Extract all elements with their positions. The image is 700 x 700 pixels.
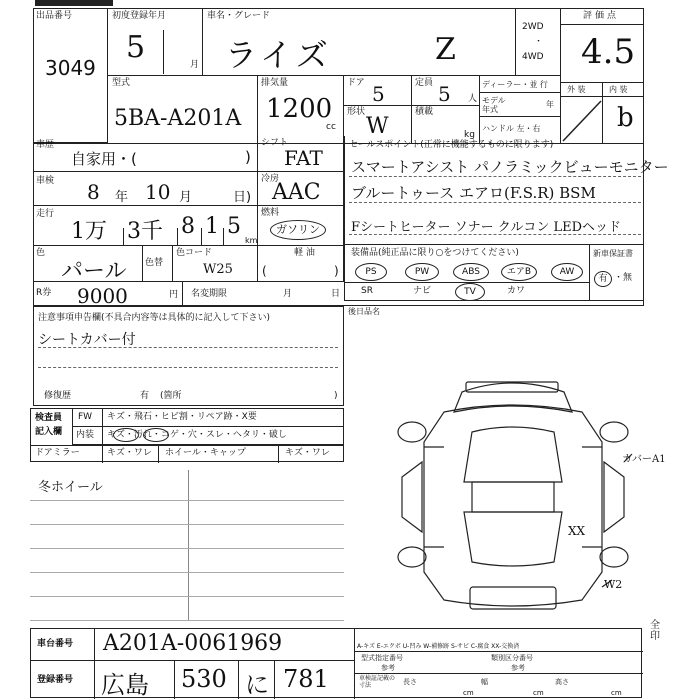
- repair-value: 有: [140, 391, 150, 401]
- interior-text: キズ・汚れ・コゲ・穴・スレ・ヘタリ・破し: [107, 430, 287, 440]
- mileage-cell: [33, 206, 258, 246]
- mileage-3: 1: [205, 214, 219, 239]
- mark1: 型式指定番号: [361, 654, 403, 662]
- equip-tv: TV: [455, 283, 485, 301]
- name-cell: [203, 8, 516, 76]
- insp-year: 8: [87, 180, 100, 204]
- equip-leather: カワ: [507, 286, 526, 296]
- drive-cell: [516, 8, 561, 76]
- repair-close: ): [334, 391, 338, 401]
- hgt-label: 高さ: [555, 678, 569, 686]
- circle-mark: [113, 428, 139, 442]
- warranty-label: 新車保証書: [593, 249, 633, 258]
- ext-label-cell: [561, 83, 603, 97]
- equipment: [344, 244, 589, 300]
- mileage-4: 5: [227, 214, 241, 239]
- equip-ps: PS: [355, 263, 387, 281]
- door-cell: [344, 76, 412, 106]
- model-year-label: モデル 年式: [482, 96, 506, 114]
- score: 4.5: [581, 32, 636, 72]
- fuel: ガソリン: [270, 220, 326, 240]
- len-label: 長さ: [403, 678, 417, 686]
- equip-airbag: エアB: [501, 263, 537, 281]
- inspection-cell: [33, 172, 258, 206]
- interior-label: 内装: [76, 430, 95, 440]
- inspector-handwritten: 冬ホイール: [38, 480, 103, 495]
- plate-no: 781: [283, 665, 329, 693]
- after-cell: [348, 307, 380, 316]
- repair-part: (箇所: [160, 391, 182, 401]
- cc-label: 排気量: [261, 78, 289, 88]
- recycle-cell: [33, 282, 183, 306]
- fuel-cell: [258, 206, 344, 246]
- color-change-cell: [143, 246, 173, 282]
- int-label-cell: [603, 83, 644, 97]
- fuel-alt: 軽 油: [294, 248, 315, 258]
- mileage-2: 8: [181, 214, 195, 239]
- handle-label: ハンドル 左・右: [482, 124, 541, 133]
- cm-3: cm: [611, 689, 622, 697]
- int-score: b: [617, 103, 634, 133]
- ext-label: 外 装: [567, 85, 586, 94]
- name-change-label: 名変期限: [191, 289, 228, 299]
- recycle-unit: 円: [169, 290, 179, 300]
- insp-day-unit: 日): [233, 190, 252, 205]
- inspector-title: 検査員 記入欄: [31, 409, 73, 445]
- usage-type: 自家用・(: [71, 150, 137, 168]
- sales-points: [344, 136, 669, 244]
- reg-month-unit: 月: [190, 60, 200, 70]
- type-label: 車歴: [36, 140, 55, 150]
- annot-cover: カバーA1: [622, 454, 666, 465]
- door-label: ドア: [347, 78, 365, 88]
- shape: W: [366, 114, 389, 139]
- name-label: 車名・グレード: [207, 11, 271, 21]
- equip-pw: PW: [405, 263, 439, 281]
- after-label: 後日品名: [348, 307, 380, 316]
- drive-sep: ・: [534, 37, 544, 47]
- warranty-no: ・無: [614, 273, 633, 283]
- legend: A-キズ E-エクボ U-凹み W-補修跡 S-サビ C-腐食 XX-交換済: [357, 643, 520, 650]
- warranty-cell: [589, 244, 644, 300]
- name-change-month: 月: [283, 289, 293, 299]
- inspector-notes: [30, 466, 344, 624]
- fuel-label: 燃料: [261, 208, 280, 218]
- notes-box: [33, 306, 344, 406]
- drive-4wd: 4WD: [522, 52, 544, 62]
- int-label: 内 装: [609, 85, 628, 94]
- sales-line-3: Fシートヒーター ソナー クルコン LEDヘッド: [351, 220, 622, 235]
- color: パール: [61, 259, 127, 284]
- name-change-day: 日: [331, 289, 341, 299]
- cc: 1200: [266, 94, 333, 124]
- reg-cell: [108, 8, 203, 76]
- shift: FAT: [284, 146, 323, 170]
- mileage-label: 走行: [36, 209, 55, 219]
- inspector-table: [30, 408, 344, 462]
- ac-cell: [258, 172, 344, 206]
- lot-cell: [33, 8, 108, 143]
- plate-class: 530: [181, 665, 227, 693]
- cap-unit: 人: [468, 94, 478, 104]
- model-label: 型式: [112, 78, 131, 88]
- fw-text: キズ・飛石・ヒビ割・リペア跡・X要: [107, 412, 257, 422]
- ac: AAC: [272, 180, 321, 205]
- color-code-cell: [173, 246, 258, 282]
- wid-label: 幅: [481, 678, 488, 686]
- model-cell: [108, 76, 258, 143]
- equip-navi: ナビ: [413, 286, 432, 296]
- equip-aw: AW: [551, 263, 583, 281]
- grade: Z: [435, 32, 456, 67]
- annot-w2: W2: [604, 578, 623, 591]
- warranty-yes: 有: [594, 271, 612, 287]
- dealer-cell: [480, 76, 561, 143]
- model-year-unit: 年: [546, 100, 554, 109]
- equip-abs: ABS: [453, 263, 489, 281]
- sales-line-1: スマートアシスト パノラミックビューモニター: [351, 158, 669, 176]
- sales-label: セールスポイント(正常に機能するものに限ります): [349, 140, 554, 150]
- drive-2wd: 2WD: [522, 22, 544, 32]
- cm-2: cm: [533, 689, 544, 697]
- wheel-text: キズ・ワレ: [285, 448, 330, 458]
- shift-label: シフト: [261, 138, 289, 148]
- plate-kana: に: [245, 671, 269, 699]
- name-change-cell: [183, 282, 344, 306]
- insp-year-unit: 年: [115, 190, 129, 205]
- load-label: 積載: [415, 107, 434, 117]
- wheel-label: ホイール・キャップ: [165, 448, 246, 458]
- footer: [30, 628, 642, 698]
- mileage-0: 1万: [71, 219, 107, 244]
- lot-number: 3049: [45, 56, 96, 80]
- recycle: 9000: [77, 284, 128, 308]
- color-change-label: 色替: [145, 258, 164, 268]
- insp-month: 10: [145, 180, 171, 204]
- notes-label: 注意事項申告欄(不具合内容等は具体的に記入して下さい): [38, 313, 271, 323]
- annot-xx: XX: [568, 524, 586, 538]
- ref-2: 参考: [511, 664, 525, 672]
- doors: 5: [372, 82, 385, 106]
- reg-year: 5: [126, 30, 146, 65]
- color-code-label: 色コード: [176, 248, 213, 258]
- mirror-text: キズ・ワレ: [107, 448, 152, 458]
- model: 5BA-A201A: [114, 106, 242, 131]
- lot-label: 出品番号: [36, 11, 73, 21]
- mileage-1: 3千: [127, 219, 163, 244]
- fw-label: FW: [78, 412, 93, 422]
- color-label: 色: [36, 248, 46, 258]
- equipment-label: 装備品(純正品に限り○をつけてください): [351, 248, 519, 258]
- shape-label: 形状: [347, 107, 366, 117]
- plate-region: 広島: [101, 671, 149, 699]
- inspection-label: 車検: [36, 176, 55, 186]
- cc-cell: [258, 76, 344, 143]
- diesel-cell: 軽 油 ( ): [258, 246, 344, 282]
- shift-cell: [258, 136, 344, 172]
- cm-1: cm: [463, 689, 474, 697]
- score-cell: [561, 8, 644, 83]
- car-name: ライズ: [225, 36, 332, 74]
- ref-1: 参考: [381, 664, 395, 672]
- recycle-label: R券: [36, 288, 52, 298]
- mark2: 類別区分番号: [491, 654, 533, 662]
- mileage-unit: km: [245, 236, 258, 245]
- color-code: W25: [203, 262, 233, 277]
- type-close: ): [245, 148, 251, 166]
- ac-label: 冷房: [261, 174, 280, 184]
- top-tab: [35, 0, 113, 6]
- chassis: A201A-0061969: [103, 631, 283, 656]
- color-cell: [33, 246, 143, 282]
- cap-label: 定員: [415, 78, 434, 88]
- load-unit: kg: [464, 130, 475, 140]
- side-note: 全 印: [650, 620, 660, 642]
- chassis-label: 車台番号: [37, 639, 74, 649]
- capacity: 5: [438, 82, 451, 106]
- notes-text: シートカバー付: [38, 332, 136, 348]
- capacity-cell: [412, 76, 480, 106]
- insp-month-unit: 月: [179, 190, 193, 205]
- repair-label: 修復歴: [44, 391, 72, 401]
- mirror-label: ドアミラー: [35, 448, 80, 458]
- reg-label: 初度登録年月: [112, 11, 167, 21]
- equip-sr: SR: [361, 286, 373, 296]
- reg-no-label: 登録番号: [37, 675, 74, 685]
- score-label: 評価点: [583, 11, 620, 21]
- size-label: 車検証記載の寸法: [359, 675, 396, 689]
- dealer-label: ディーラー・並 行: [482, 80, 548, 89]
- sales-line-2: ブルートゥース エアロ(F.S.R) BSM: [351, 184, 596, 202]
- circle-mark: [143, 428, 169, 442]
- type-cell: [33, 136, 258, 172]
- cc-unit: cc: [326, 122, 336, 132]
